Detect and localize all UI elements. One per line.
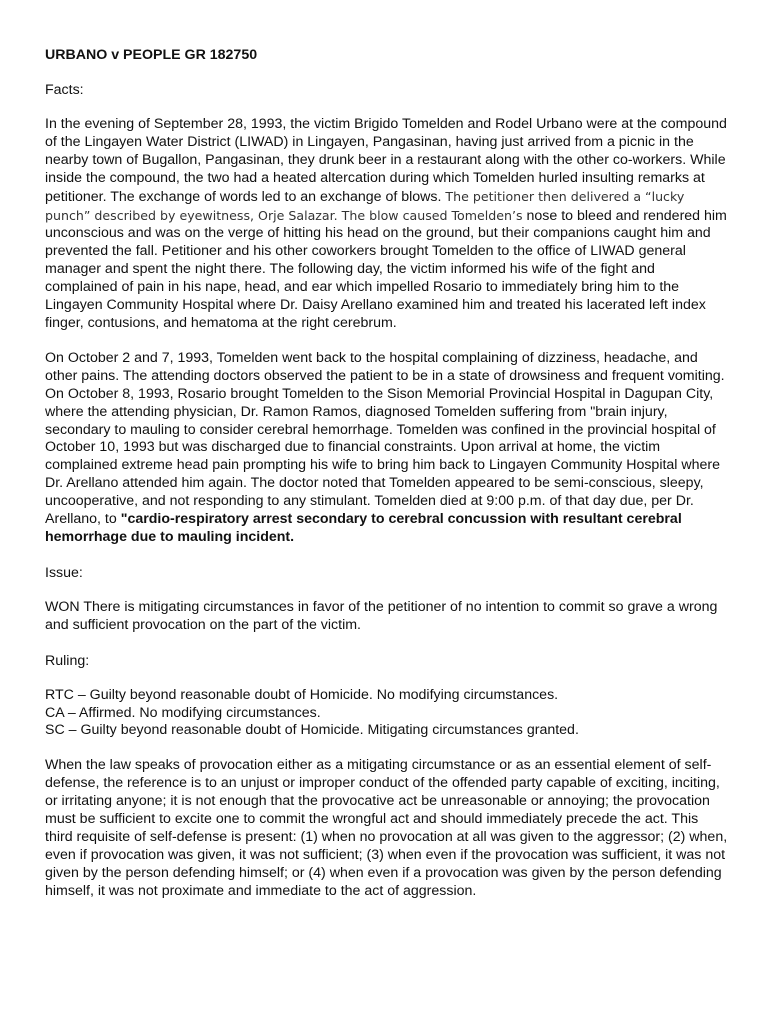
facts-p2-text: On October 2 and 7, 1993, Tomelden went back to the hospital complaining of dizziness, headache, and other pains. The attending doctors observed the patient to be in a state of drowsiness and frequent vomiting. On October 8, 1993, Rosario brought Tomelden to the Sison Memorial Provincial Hospital in Dagupan City, where the attending physician, Dr. Ramon Ramos, diagnosed Tomelden suffering from "brain injury, secondary to mauling to consider cerebral hemorrhage. Tomelden was confined in the provincial hospital of October 10, 1993 but was discharged due to financial constraints. Upon arrival at home, the victim complained extreme head pain prompting his wife to bring him back to Lingayen Community Hospital where Dr. Arellano attended him again. The doctor noted that Tomelden appeared to be semi-conscious, sleepy, uncooperative, and not responding to any stimulant. Tomelden died at 9:00 p.m. of that day due, per Dr. Arellano, to — [45, 349, 725, 528]
facts-p1-text-c: nose to bleed and rendered him unconscious and was on the verge of hitting his head on the ground, but their companions caught him and prevented the fall. Petitioner and his other coworkers brought Tomelden to the office of LIWAD general manager and spent the night there. The following day, the victim informed his wife of the fight and complained of pain in his nape, head, and ear which impelled Rosario to immediately bring him to the Lingayen Community Hospital where Dr. Daisy Arellano examined him and treated his lacerated left index finger, contusions, and hematoma at the right cerebrum. — [45, 207, 727, 331]
ruling-paragraph: When the law speaks of provocation either as a mitigating circumstance or as an essential element of self-defense, the reference is to an unjust or improper conduct of the offended party capable of exciting, inciting, or irritating anyone; it is not enough that the provocative act be unreasonable or annoying; the provocation must be sufficient to excite one to commit the wrongful act and should immediately precede the act. This third requisite of self-defense is present: (1) when no provocation at all was given to the aggressor; (2) when, even if provocation was given, it was not sufficient; (3) when even if the provocation was sufficient, it was not given by the person defending himself; or (4) when even if a provocation was given by the person defending himself, it was not proximate and immediate to the act of aggression. — [45, 757, 728, 899]
facts-heading: Facts: — [45, 82, 84, 98]
facts-paragraph-1 — [45, 116, 728, 333]
facts-p1-text-a: In the evening of September 28, 1993, the victim Brigido Tomelden and Rodel Urbano were at the compound of the Lingayen Water District (LIWAD) in Lingayen, Pangasinan, having just arrived from a picnic in the nearby town of Bugallon, Pangasinan, they drunk beer in a restaurant along with the other co-workers. While inside the compound, the two had a heated altercation during which Tomelden hurled insulting remarks at petitioner. The exchange of words led to an exchange of blows. — [45, 116, 727, 205]
ruling-ca: CA – Affirmed. No modifying circumstances. — [45, 704, 321, 721]
ruling-sc: SC – Guilty beyond reasonable doubt of Homicide. Mitigating circumstances granted. — [45, 722, 579, 739]
ruling-heading: Ruling: — [45, 652, 90, 669]
ruling-rtc: RTC – Guilty beyond reasonable doubt of Homicide. No modifying circumstances. — [45, 686, 559, 703]
facts-paragraph-2 — [45, 350, 728, 547]
issue-heading: Issue: — [45, 564, 83, 581]
facts-p2-bold-text: "cardio-respiratory arrest secondary to cerebral concussion with resultant cerebral hemorrhage due to mauling incident. — [45, 511, 682, 545]
ruling-list — [45, 687, 728, 741]
issue-paragraph: WON There is mitigating circumstances in favor of the petitioner of no intention to commit so grave a wrong and sufficient provocation on the part of the victim. — [45, 598, 718, 633]
facts-p1-text-b: The petitioner then delivered a “lucky punch” described by eyewitness, Orje Salazar. The blow caused Tomelden’s — [45, 188, 685, 223]
case-title: URBANO v PEOPLE GR 182750 — [45, 47, 258, 63]
